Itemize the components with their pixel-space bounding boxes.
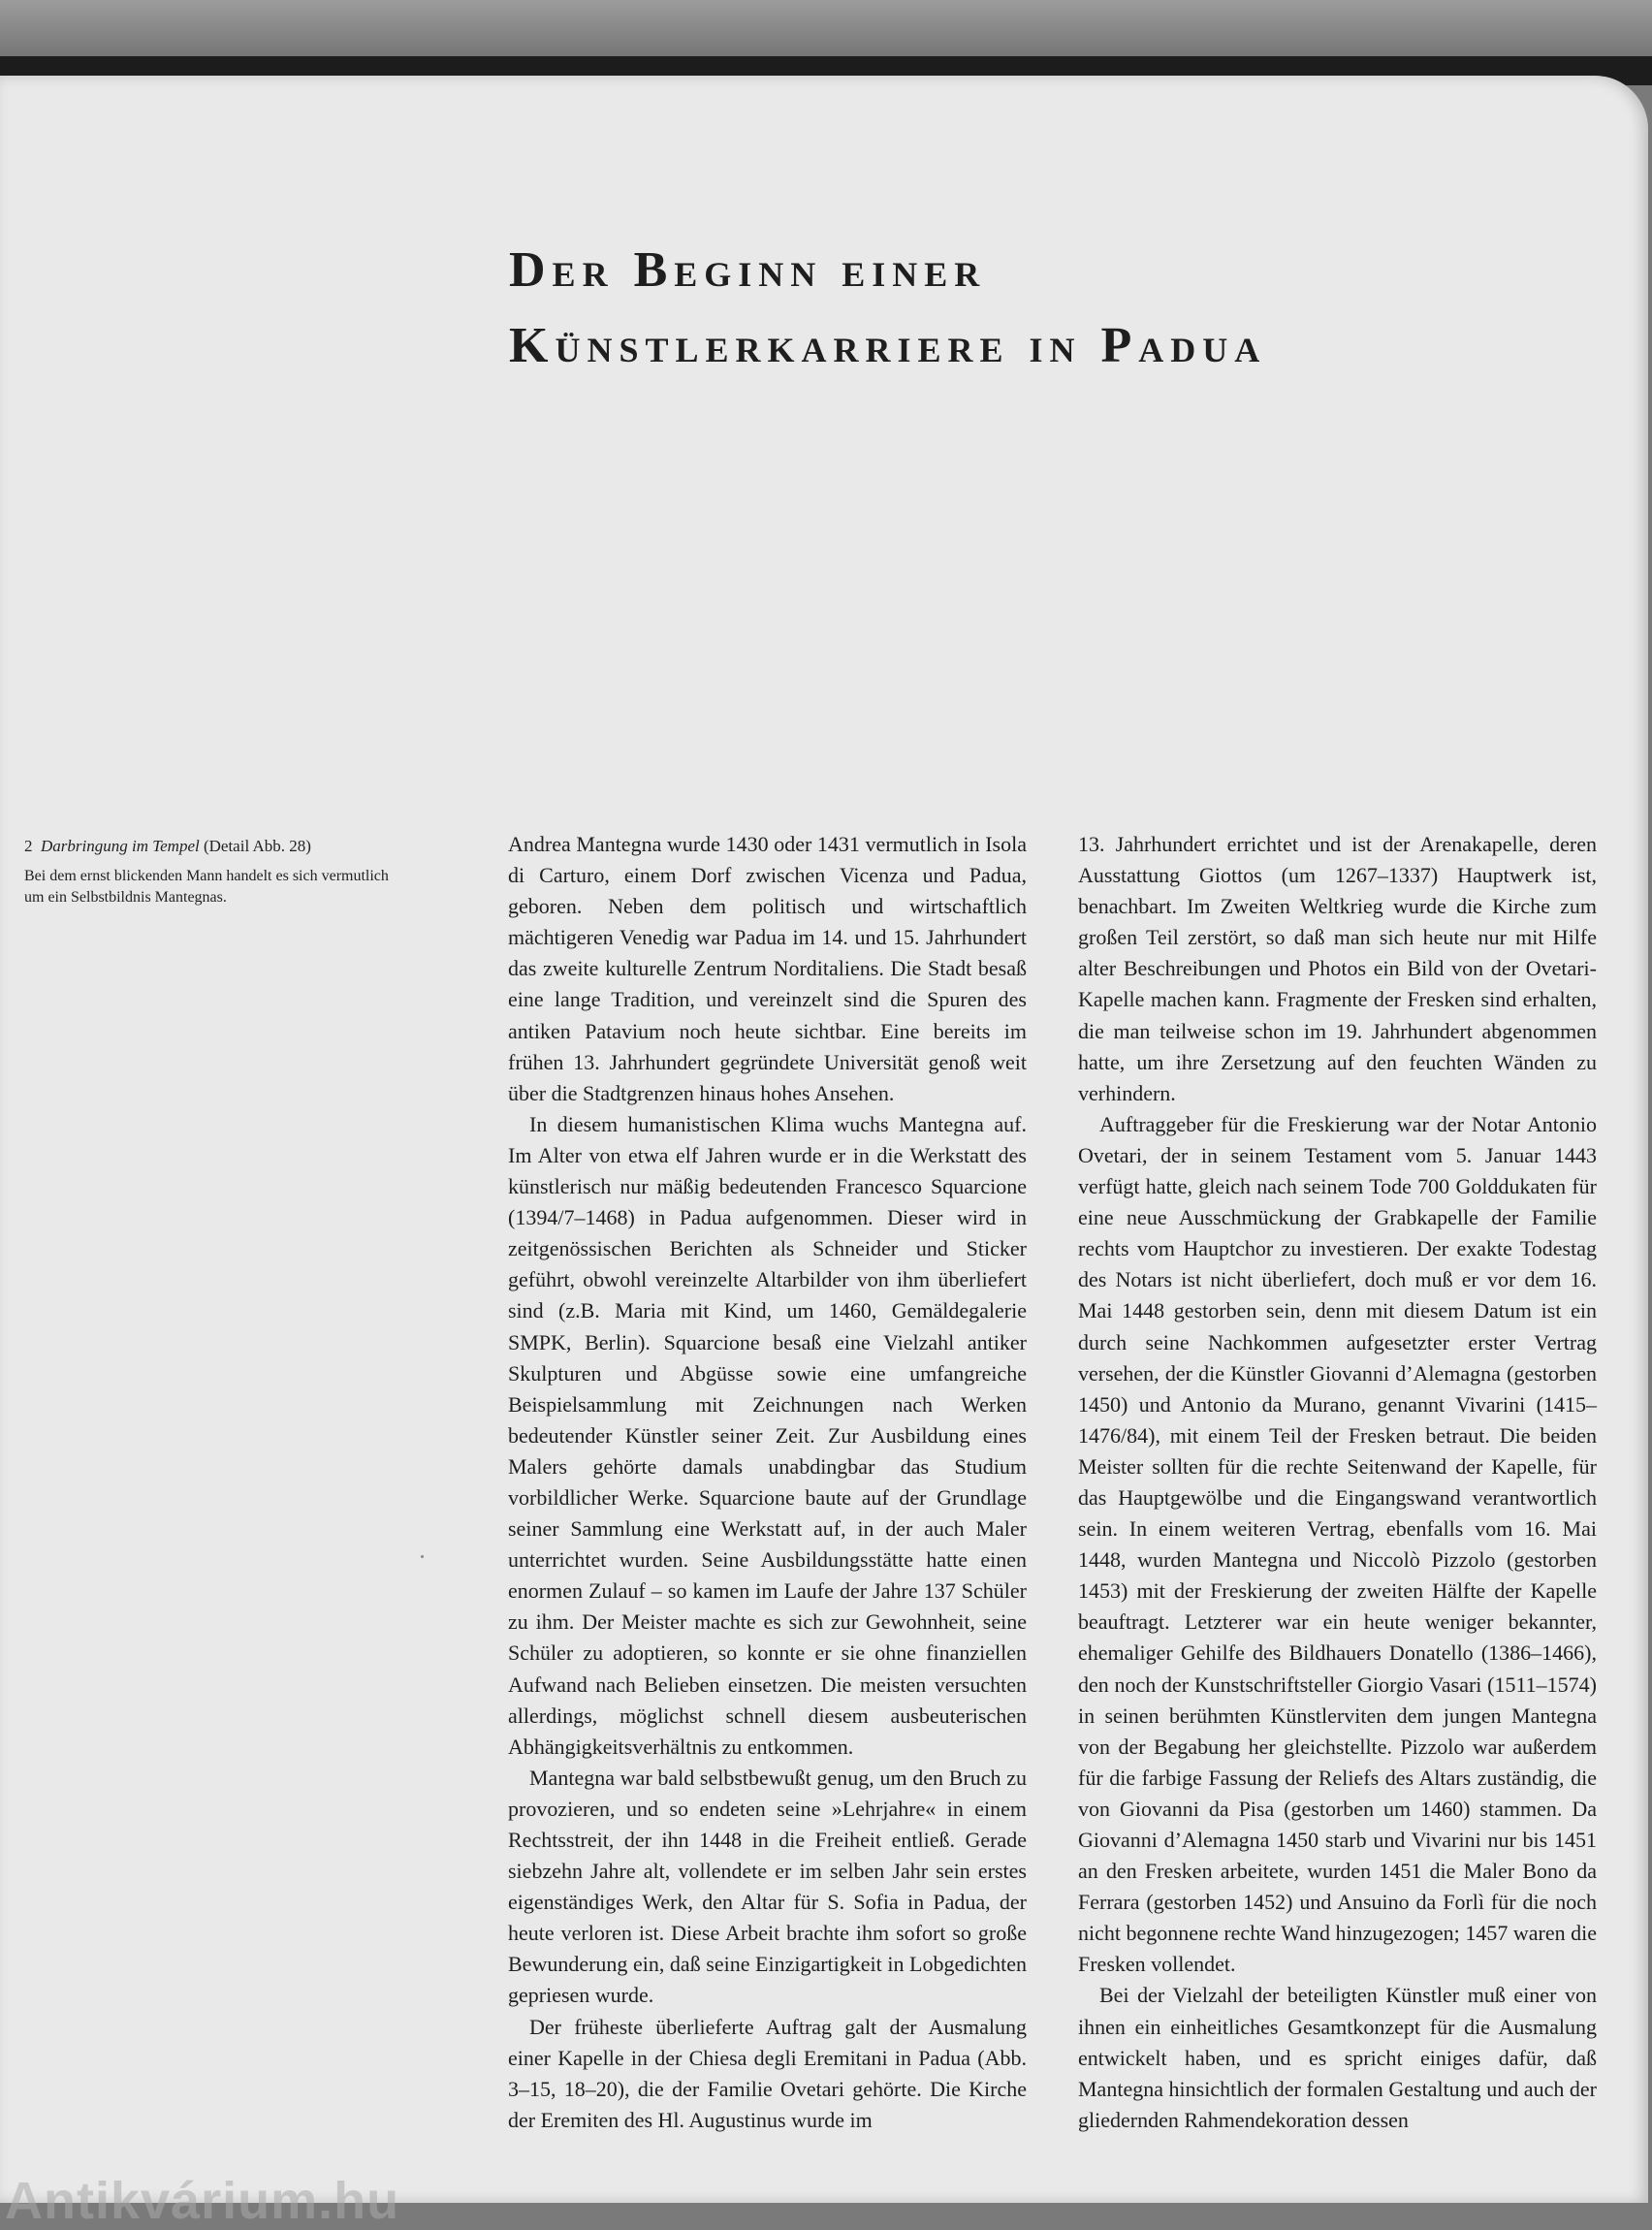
paragraph: Der früheste überlieferte Auftrag galt der Ausmalung einer Kapelle in der Chiesa degli Eremitani in Padua (Abb. 3–15, 18–20), die der Familie Ovetari gehörte. Die Kirche der Eremiten des Hl. Augustinus wurde im	[508, 2014, 1027, 2132]
text-column-left	[508, 829, 1027, 2136]
page-speck	[421, 1555, 424, 1558]
chapter-title	[509, 233, 1266, 384]
caption-text: Bei dem ernst blickenden Mann handelt es sich vermutlich um ein Selbstbildnis Mantegnas.	[24, 868, 389, 906]
caption-detail: (Detail Abb. 28)	[203, 837, 311, 855]
book-page	[0, 76, 1648, 2203]
paragraph: Bei der Vielzahl der beteiligten Künstler muß einer von ihnen ein einheitliches Gesamtkonzept für die Ausmalung entwickelt haben, und es spricht einiges dafür, daß Mantegna hinsichtlich der formalen Gestaltung und auch der gliedernden Rahmendekoration dessen	[1078, 1983, 1597, 2132]
figure-caption	[24, 835, 402, 908]
chapter-title-line-2: Künstlerkarriere in Padua	[509, 318, 1267, 373]
caption-number: 2	[24, 837, 33, 855]
watermark: Antikvárium.hu	[5, 2172, 400, 2230]
text-column-right	[1078, 829, 1597, 2136]
paragraph: Andrea Mantegna wurde 1430 oder 1431 vermutlich in Isola di Carturo, einem Dorf zwischen Vicenza und Padua, geboren. Neben dem politisch und wirtschaftlich mächtigeren Venedig war Padua im 14. und 15. Jahrhundert das zweite kulturelle Zentrum Norditaliens. Die Stadt besaß eine lange Tradition, und vereinzelt sind die Spuren des antiken Patavium noch heute sichtbar. Eine bereits im frühen 13. Jahrhundert gegründete Universität genoß weit über die Stadtgrenzen hinaus hohes Ansehen.	[508, 832, 1027, 1105]
caption-heading	[24, 835, 402, 858]
paragraph: Auftraggeber für die Freskierung war der Notar Antonio Ovetari, der in seinem Testament vom 5. Januar 1443 verfügt hatte, gleich nach seinem Tode 700 Golddukaten für eine neue Ausschmückung der Grabkapelle der Familie rechts vom Hauptchor zu investieren. Der exakte Todestag des Notars ist nicht überliefert, doch muß er vor dem 16. Mai 1448 gestorben sein, denn mit diesem Datum ist ein durch seine Nachkommen aufgesetzter erster Vertrag versehen, der die Künstler Giovanni d’Alemagna (gestorben 1450) und Antonio da Murano, genannt Vivarini (1415–1476/84), mit einem Teil der Fresken betraut. Die beiden Meister sollten für die rechte Seitenwand der Kapelle, für das Hauptgewölbe und die Eingangswand verantwortlich sein. In einem weiteren Vertrag, ebenfalls vom 16. Mai 1448, wurden Mantegna und Niccolò Pizzolo (gestorben 1453) mit der Freskierung der zweiten Hälfte der Kapelle beauftragt. Letzterer war ein heute weniger bekannter, ehemaliger Gehilfe des Bildhauers Donatello (1386–1466), den noch der Kunstschriftsteller Giorgio Vasari (1511–1574) in seinen berühmten Künstlerviten dem jungen Mantegna von der Begabung her gleichstellte. Pizzolo war außerdem für die farbige Fassung der Reliefs des Altars zuständig, die von Giovanni da Pisa (gestorben um 1460) stammen. Da Giovanni d’Alemagna 1450 starb und Vivarini nur bis 1451 an den Fresken arbeitete, wurden 1451 die Maler Bono da Ferrara (gestorben 1452) und Ansuino da Forlì für die noch nicht begonnene rechte Wand hinzugezogen; 1457 waren die Fresken vollendet.	[1078, 1111, 1597, 1977]
caption-title: Darbringung im Tempel	[41, 837, 200, 855]
paragraph: 13. Jahrhundert errichtet und ist der Arenakapelle, deren Ausstattung Giottos (um 1267–1337) Hauptwerk ist, benachbart. Im Zweiten Weltkrieg wurde die Kirche zum großen Teil zerstört, so daß man sich heute nur mit Hilfe alter Beschreibungen und Photos ein Bild von der Ovetari-Kapelle machen kann. Fragmente der Fresken sind erhalten, die man teilweise schon im 19. Jahrhundert abgenommen hatte, um ihre Zersetzung auf den feuchten Wänden zu verhindern.	[1078, 832, 1597, 1105]
paragraph: Mantegna war bald selbstbewußt genug, um den Bruch zu provozieren, und so endeten seine »Lehrjahre« in einem Rechtsstreit, der ihn 1448 in die Freiheit entließ. Gerade siebzehn Jahre alt, vollendete er im selben Jahr sein erstes eigenständiges Werk, den Altar für S. Sofia in Padua, der heute verloren ist. Diese Arbeit brachte ihm sofort so große Bewunderung ein, daß seine Einzigartigkeit in Lobgedichten gepriesen wurde.	[508, 1765, 1027, 2008]
chapter-title-line-1: Der Beginn einer	[509, 242, 987, 298]
paragraph: In diesem humanistischen Klima wuchs Mantegna auf. Im Alter von etwa elf Jahren wurde er in die Werkstatt des künstlerisch nur mäßig bedeutenden Francesco Squarcione (1394/7–1468) in Padua aufgenommen. Dieser wird in zeitgenössischen Berichten als Schneider und Sticker geführt, obwohl vereinzelte Altarbilder von ihm überliefert sind (z.B. Maria mit Kind, um 1460, Gemäldegalerie SMPK, Berlin). Squarcione besaß eine Vielzahl antiker Skulpturen und Abgüsse sowie eine umfangreiche Beispielsammlung mit Zeichnungen nach Werken bedeutender Künstler seiner Zeit. Zur Ausbildung eines Malers gehörte damals unabdingbar das Studium vorbildlicher Werke. Squarcione baute auf der Grundlage seiner Sammlung eine Werkstatt auf, in der auch Maler unterrichtet wurden. Seine Ausbildungsstätte hatte einen enormen Zulauf – so kamen im Laufe der Jahre 137 Schüler zu ihm. Der Meister machte es sich zur Gewohnheit, seine Schüler zu adoptieren, so konnte er sie ohne finanziellen Aufwand nach Belieben einsetzen. Die meisten versuchten allerdings, möglichst schnell diesem ausbeuterischen Abhängigkeitsverhältnis zu entkommen.	[508, 1111, 1027, 1759]
